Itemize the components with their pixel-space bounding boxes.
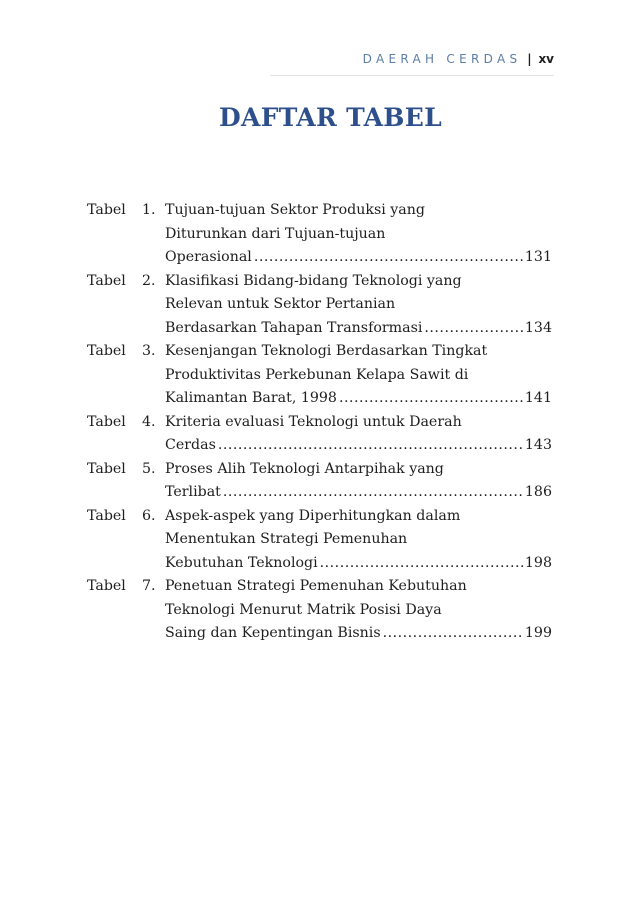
header-separator: | [527, 52, 532, 66]
entry-number: 7. [142, 578, 156, 594]
entry-title-line: Kriteria evaluasi Teknologi untuk Daerah [165, 413, 462, 430]
toc-entry[interactable] [87, 458, 552, 505]
entry-label: Tabel [87, 578, 126, 594]
entry-number: 2. [142, 272, 156, 289]
entry-title-line: Menentukan Strategi Pemenuhan [165, 531, 408, 547]
toc-entry[interactable] [87, 505, 552, 576]
dot-leader [320, 552, 524, 576]
entry-label: Tabel [87, 343, 126, 359]
page-number: xv [538, 52, 554, 66]
toc-entry[interactable] [87, 340, 552, 411]
dot-leader [218, 434, 524, 458]
entry-title-line: Teknologi Menurut Matrik Posisi Daya [165, 601, 442, 618]
entry-title-line: Kalimantan Barat, 1998 [165, 390, 337, 406]
entry-title-line: Berdasarkan Tahapan Transformasi [165, 319, 423, 336]
entry-page-number: 143 [524, 437, 552, 453]
toc-entry[interactable] [87, 270, 552, 341]
entry-title-line: Tujuan-tujuan Sektor Produksi yang [165, 202, 425, 218]
entry-title-line: Aspek-aspek yang Diperhitungkan dalam [165, 507, 461, 524]
entry-title-line: Relevan untuk Sektor Pertanian [165, 296, 396, 312]
toc-entry[interactable] [87, 575, 552, 646]
entry-title-line: Diturunkan dari Tujuan-tujuan [165, 225, 386, 242]
entry-page-number: 131 [524, 249, 552, 265]
dot-leader [223, 481, 524, 505]
entry-number: 3. [142, 343, 156, 359]
entry-title-line: Produktivitas Perkebunan Kelapa Sawit di [165, 366, 469, 383]
book-title: DAERAH CERDAS [362, 52, 522, 66]
entry-page-number: 199 [524, 625, 552, 641]
entry-number: 5. [142, 460, 156, 477]
entry-number: 1. [142, 202, 156, 218]
entry-title-line: Terlibat [165, 484, 221, 500]
header-rule [270, 75, 554, 76]
dot-leader [424, 317, 524, 341]
entry-label: Tabel [87, 202, 126, 218]
entry-title-line: Proses Alih Teknologi Antarpihak yang [165, 460, 444, 477]
entry-page-number: 134 [524, 319, 552, 336]
entry-title-line: Cerdas [165, 437, 216, 453]
entry-title-line: Klasifikasi Bidang-bidang Teknologi yang [165, 272, 462, 289]
entry-page-number: 198 [524, 554, 552, 571]
dot-leader [339, 387, 524, 411]
entry-label: Tabel [87, 413, 126, 430]
entry-number: 6. [142, 507, 156, 524]
entry-label: Tabel [87, 507, 126, 524]
toc-entry[interactable] [87, 411, 552, 458]
entry-page-number: 141 [524, 390, 552, 406]
entry-title-line: Saing dan Kepentingan Bisnis [165, 625, 381, 641]
entry-title-line: Penetuan Strategi Pemenuhan Kebutuhan [165, 578, 467, 594]
entry-title-line: Kesenjangan Teknologi Berdasarkan Tingkat [165, 343, 488, 359]
entry-label: Tabel [87, 272, 126, 289]
entry-title-line: Kebutuhan Teknologi [165, 554, 318, 571]
entry-page-number: 186 [524, 484, 552, 500]
toc-entry[interactable] [87, 199, 552, 270]
dot-leader [383, 622, 524, 646]
page-title: DAFTAR TABEL [219, 103, 442, 132]
entry-label: Tabel [87, 460, 126, 477]
table-list [87, 199, 552, 646]
dot-leader [254, 246, 524, 270]
entry-number: 4. [142, 413, 156, 430]
entry-title-line: Operasional [165, 249, 252, 265]
running-header [363, 52, 554, 66]
